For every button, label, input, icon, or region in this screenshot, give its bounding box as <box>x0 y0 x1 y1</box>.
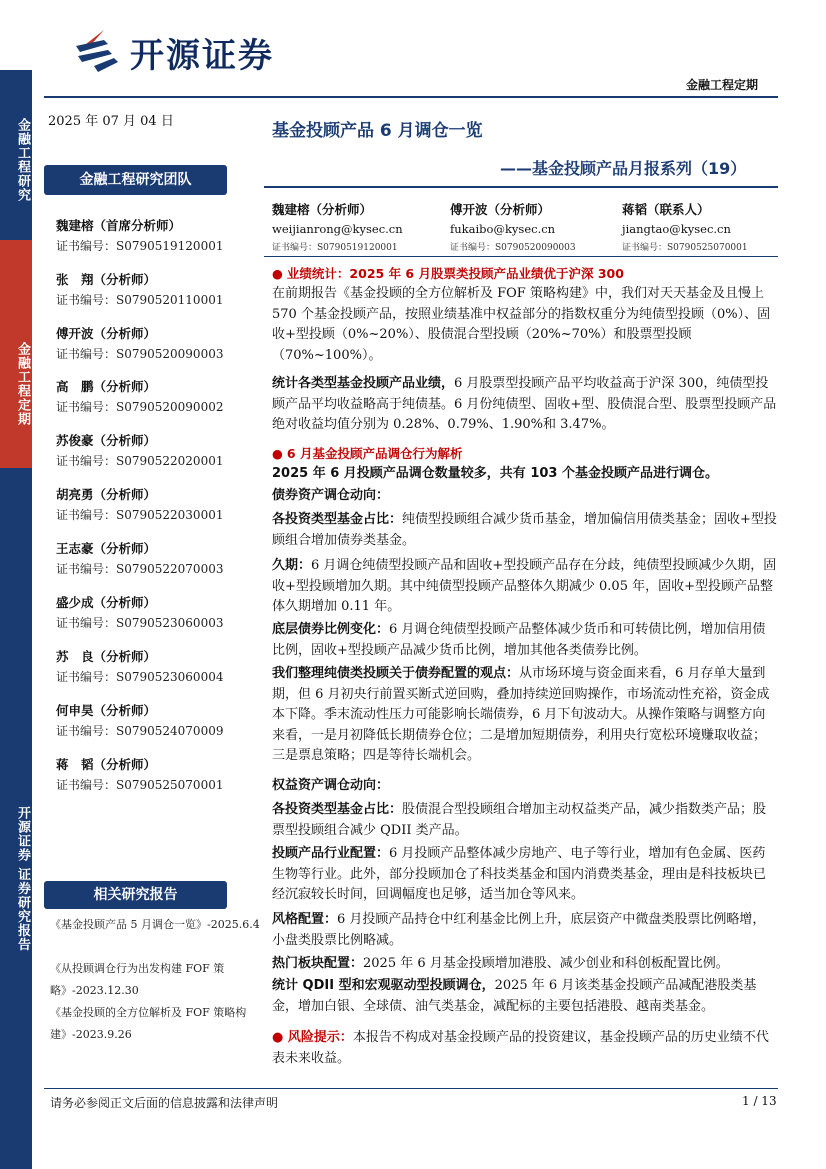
paragraph-qdii <box>272 976 778 1017</box>
author-email[interactable]: weijianrong@kysec.cn <box>272 222 403 236</box>
analyst-item <box>56 324 231 362</box>
analyst-item <box>56 431 231 469</box>
related-report-link[interactable]: 《从投顾调仓行为出发构建 FOF 策略》-2023.12.30 <box>50 962 225 997</box>
logo-text: 开源证券 <box>130 36 274 76</box>
paragraph-bond-ratio <box>272 620 778 661</box>
analyst-item <box>56 539 231 577</box>
side-strip-middle-label: 金融工程定期 <box>15 342 30 426</box>
analyst-name: 何申昊（分析师） <box>56 703 157 718</box>
analyst-item <box>56 755 231 793</box>
author-name: 蒋韬（联系人） <box>622 202 710 217</box>
page-title: 基金投顾产品 6 月调仓一览 <box>272 121 483 141</box>
side-strip-top-label: 金融工程研究 <box>15 118 30 202</box>
author-cert: 证书编号：S0790519120001 <box>272 243 398 253</box>
paragraph-text: 6 月调仓纯债型投顾产品整体减少货币和可转债比例，增加信用债比例，固收+型投顾产品减少货币比例，增加其他各类债券比例。 <box>272 622 766 658</box>
paragraph-lead: 统计各类型基金投顾产品业绩， <box>272 376 455 391</box>
analyst-item <box>56 377 231 415</box>
footer-rule <box>44 1088 778 1089</box>
title-rule <box>264 186 778 188</box>
author-block <box>450 200 600 253</box>
analyst-name: 胡亮勇（分析师） <box>56 487 157 502</box>
analyst-name: 苏俊豪（分析师） <box>56 433 157 448</box>
author-cert: 证书编号：S0790525070001 <box>622 243 748 253</box>
paragraph-text: 2025 年 6 月基金投顾增加港股、减少创业和科创板配置比例。 <box>363 956 729 971</box>
paragraph-text: 本报告不构成对基金投顾产品的投资建议，基金投顾产品的历史业绩不代表未来收益。 <box>272 1030 769 1066</box>
analyst-name: 张 翔（分析师） <box>56 272 157 287</box>
paragraph-lead: 投顾产品行业配置： <box>272 846 390 861</box>
paragraph-text: 纯债型投顾组合减少货币基金，增加偏信用债类基金；固收+型投顾组合增加债券类基金。 <box>272 512 777 548</box>
logo-mark-icon <box>74 28 122 74</box>
analyst-cert: 证书编号：S0790523060004 <box>56 670 224 684</box>
side-strip-bottom <box>0 468 32 1169</box>
paragraph-text: 2025 年 6 月该类基金投顾产品减配港股类基金，增加白银、全球债、油气类基金，减配标的主要包括港股、越南类基金。 <box>272 978 757 1014</box>
paragraph-text: 6 月股票型投顾产品平均收益高于沪深 300，纯债型投顾产品平均收益略高于纯债基。6 月份纯债型、固收+型、股债混合型、股票型投顾产品绝对收益均值分别为 0.28%、0.79%、1.90%和 3.47%。 <box>272 376 777 432</box>
paragraph-performance-intro: 在前期报告《基金投顾的全方位解析及 FOF 策略构建》中，我们对天天基金及且慢上 570 个基金投顾产品，按照业绩基准中权益部分的指数权重分为纯债型投顾（0%）、固收+型投顾（0%~20%）、股债混合型投顾（20%~70%）和股票型投顾（70%~100%）。 <box>272 286 771 363</box>
bullet-icon: ● <box>272 266 283 281</box>
section-heading-rebalance <box>272 444 462 462</box>
analyst-name: 王志豪（分析师） <box>56 541 157 556</box>
analyst-item <box>56 270 231 308</box>
company-logo <box>74 26 324 76</box>
paragraph-industry <box>272 844 778 906</box>
analyst-cert: 证书编号：S0790520110001 <box>56 293 224 307</box>
report-date: 2025 年 07 月 04 日 <box>48 114 174 129</box>
paragraph-lead: 风格配置： <box>272 912 338 927</box>
analyst-item <box>56 216 231 254</box>
analyst-name: 蒋 韬（分析师） <box>56 757 157 772</box>
bond-subheading: 债券资产调仓动向： <box>272 488 390 503</box>
paragraph-text: 6 月投顾产品持仓中红利基金比例上升，底层资产中微盘类股票比例略增，小盘类股票比例略减。 <box>272 912 766 948</box>
paragraph-hot-sectors <box>272 954 778 975</box>
paragraph-risk <box>272 1028 778 1069</box>
analyst-cert: 证书编号：S0790525070001 <box>56 778 224 792</box>
paragraph-lead: 底层债券比例变化： <box>272 622 390 637</box>
analyst-cert: 证书编号：S0790522070003 <box>56 562 224 576</box>
equity-subheading: 权益资产调仓动向： <box>272 778 390 793</box>
team-heading: 金融工程研究团队 <box>44 165 227 195</box>
author-cert: 证书编号：S0790520090003 <box>450 243 576 253</box>
section-heading-performance <box>272 264 624 282</box>
author-email[interactable]: jiangtao@kysec.cn <box>622 222 731 236</box>
paragraph-text: 股债混合型投顾组合增加主动权益类产品，减少指数类产品；股票型投顾组合减少 QDII 类产品。 <box>272 802 767 838</box>
paragraph-lead: 热门板块配置： <box>272 956 364 971</box>
bullet-icon: ● <box>272 1030 288 1045</box>
related-reports-heading: 相关研究报告 <box>44 881 227 909</box>
analyst-name: 盛少成（分析师） <box>56 595 157 610</box>
page-number: 1 / 13 <box>742 1094 777 1108</box>
author-name: 魏建榕（分析师） <box>272 202 373 217</box>
paragraph-lead: 久期： <box>272 558 312 573</box>
analyst-cert: 证书编号：S0790524070009 <box>56 724 224 738</box>
page-subtitle: ——基金投顾产品月报系列（19） <box>500 159 747 178</box>
paragraph-lead: 统计 QDII 型和宏观驱动型投顾调仓， <box>272 978 495 993</box>
analyst-item <box>56 647 231 685</box>
analyst-name: 苏 良（分析师） <box>56 649 157 664</box>
analyst-cert: 证书编号：S0790520090002 <box>56 400 224 414</box>
risk-label: 风险提示： <box>287 1030 353 1045</box>
author-block <box>622 200 772 253</box>
analyst-name: 傅开波（分析师） <box>56 326 157 341</box>
footer-disclaimer: 请务必参阅正文后面的信息披露和法律声明 <box>50 1096 279 1110</box>
side-strip-middle <box>0 240 32 468</box>
section-title: 业绩统计：2025 年 6 月股票类投顾产品业绩优于沪深 300 <box>286 266 624 281</box>
analyst-cert: 证书编号：S0790522020001 <box>56 454 224 468</box>
analyst-cert: 证书编号：S0790519120001 <box>56 239 224 253</box>
header-rule <box>44 96 778 98</box>
paragraph-style <box>272 910 778 951</box>
related-report-link[interactable]: 《基金投顾产品 5 月调仓一览》-2025.6.4 <box>50 918 260 931</box>
analyst-cert: 证书编号：S0790522030001 <box>56 508 224 522</box>
author-email[interactable]: fukaibo@kysec.cn <box>450 222 556 236</box>
author-name: 傅开波（分析师） <box>450 202 551 217</box>
paragraph-performance-stats <box>272 374 778 436</box>
related-report-link[interactable]: 《基金投顾的全方位解析及 FOF 策略构建》-2023.9.26 <box>50 1006 247 1041</box>
paragraph-text: 从市场环境与资金面来看，6 月存单大量到期，但 6 月初央行前置买断式逆回购，叠加持续逆回购操作，市场流动性充裕，资金成本下降。季末流动性压力可能影响长端债券，6 月下旬波动大。从操作策略与调整方向来看，一是月初降低长期债券仓位；二是增加短期债券，利用央行宽松环境赚取收益；三是票息策略；四是等待长端机会。 <box>272 666 770 763</box>
analyst-name: 高 鹏（分析师） <box>56 379 157 394</box>
analyst-cert: 证书编号：S0790520090003 <box>56 347 224 361</box>
analyst-name: 魏建榕（首席分析师） <box>56 218 182 233</box>
side-strip-top <box>0 70 32 240</box>
bullet-icon: ● <box>272 446 283 461</box>
analyst-item <box>56 593 231 631</box>
analyst-cert: 证书编号：S0790523060003 <box>56 616 224 630</box>
report-type-label: 金融工程定期 <box>686 78 759 92</box>
analyst-item <box>56 701 231 739</box>
analyst-item <box>56 485 231 523</box>
paragraph-lead: 各投资类型基金占比： <box>272 512 403 527</box>
author-block <box>272 200 422 253</box>
section-title: 6 月基金投顾产品调仓行为解析 <box>286 446 463 461</box>
author-rule <box>264 256 778 257</box>
paragraph-text: 6 月调仓纯债型投顾产品和固收+型投顾产品存在分歧，纯债型投顾减少久期，固收+型投顾增加久期。其中纯债型投顾产品整体久期减少 0.05 年，固收+型投顾产品整体久期增加 0.11 年。 <box>272 558 777 614</box>
paragraph-text: 6 月投顾产品整体减少房地产、电子等行业，增加有色金属、医药生物等行业。此外，部分投顾加仓了科技类基金和国内消费类基金，理由是科技板块已经沉寂较长时间，回调幅度也足够，适当加仓等风来。 <box>272 846 767 902</box>
paragraph-lead: 各投资类型基金占比： <box>272 802 403 817</box>
paragraph-rebalance-lead: 2025 年 6 月投顾产品调仓数量较多，共有 103 个基金投顾产品进行调仓。 <box>272 466 718 481</box>
paragraph-bond-views <box>272 664 778 767</box>
paragraph-lead: 我们整理纯债类投顾关于债券配置的观点： <box>272 666 520 681</box>
side-strip-bottom-label: 开源证券 证券研究报告 <box>15 805 30 952</box>
paragraph-bond-types <box>272 510 778 551</box>
paragraph-equity-types <box>272 800 778 841</box>
paragraph-duration <box>272 556 778 618</box>
